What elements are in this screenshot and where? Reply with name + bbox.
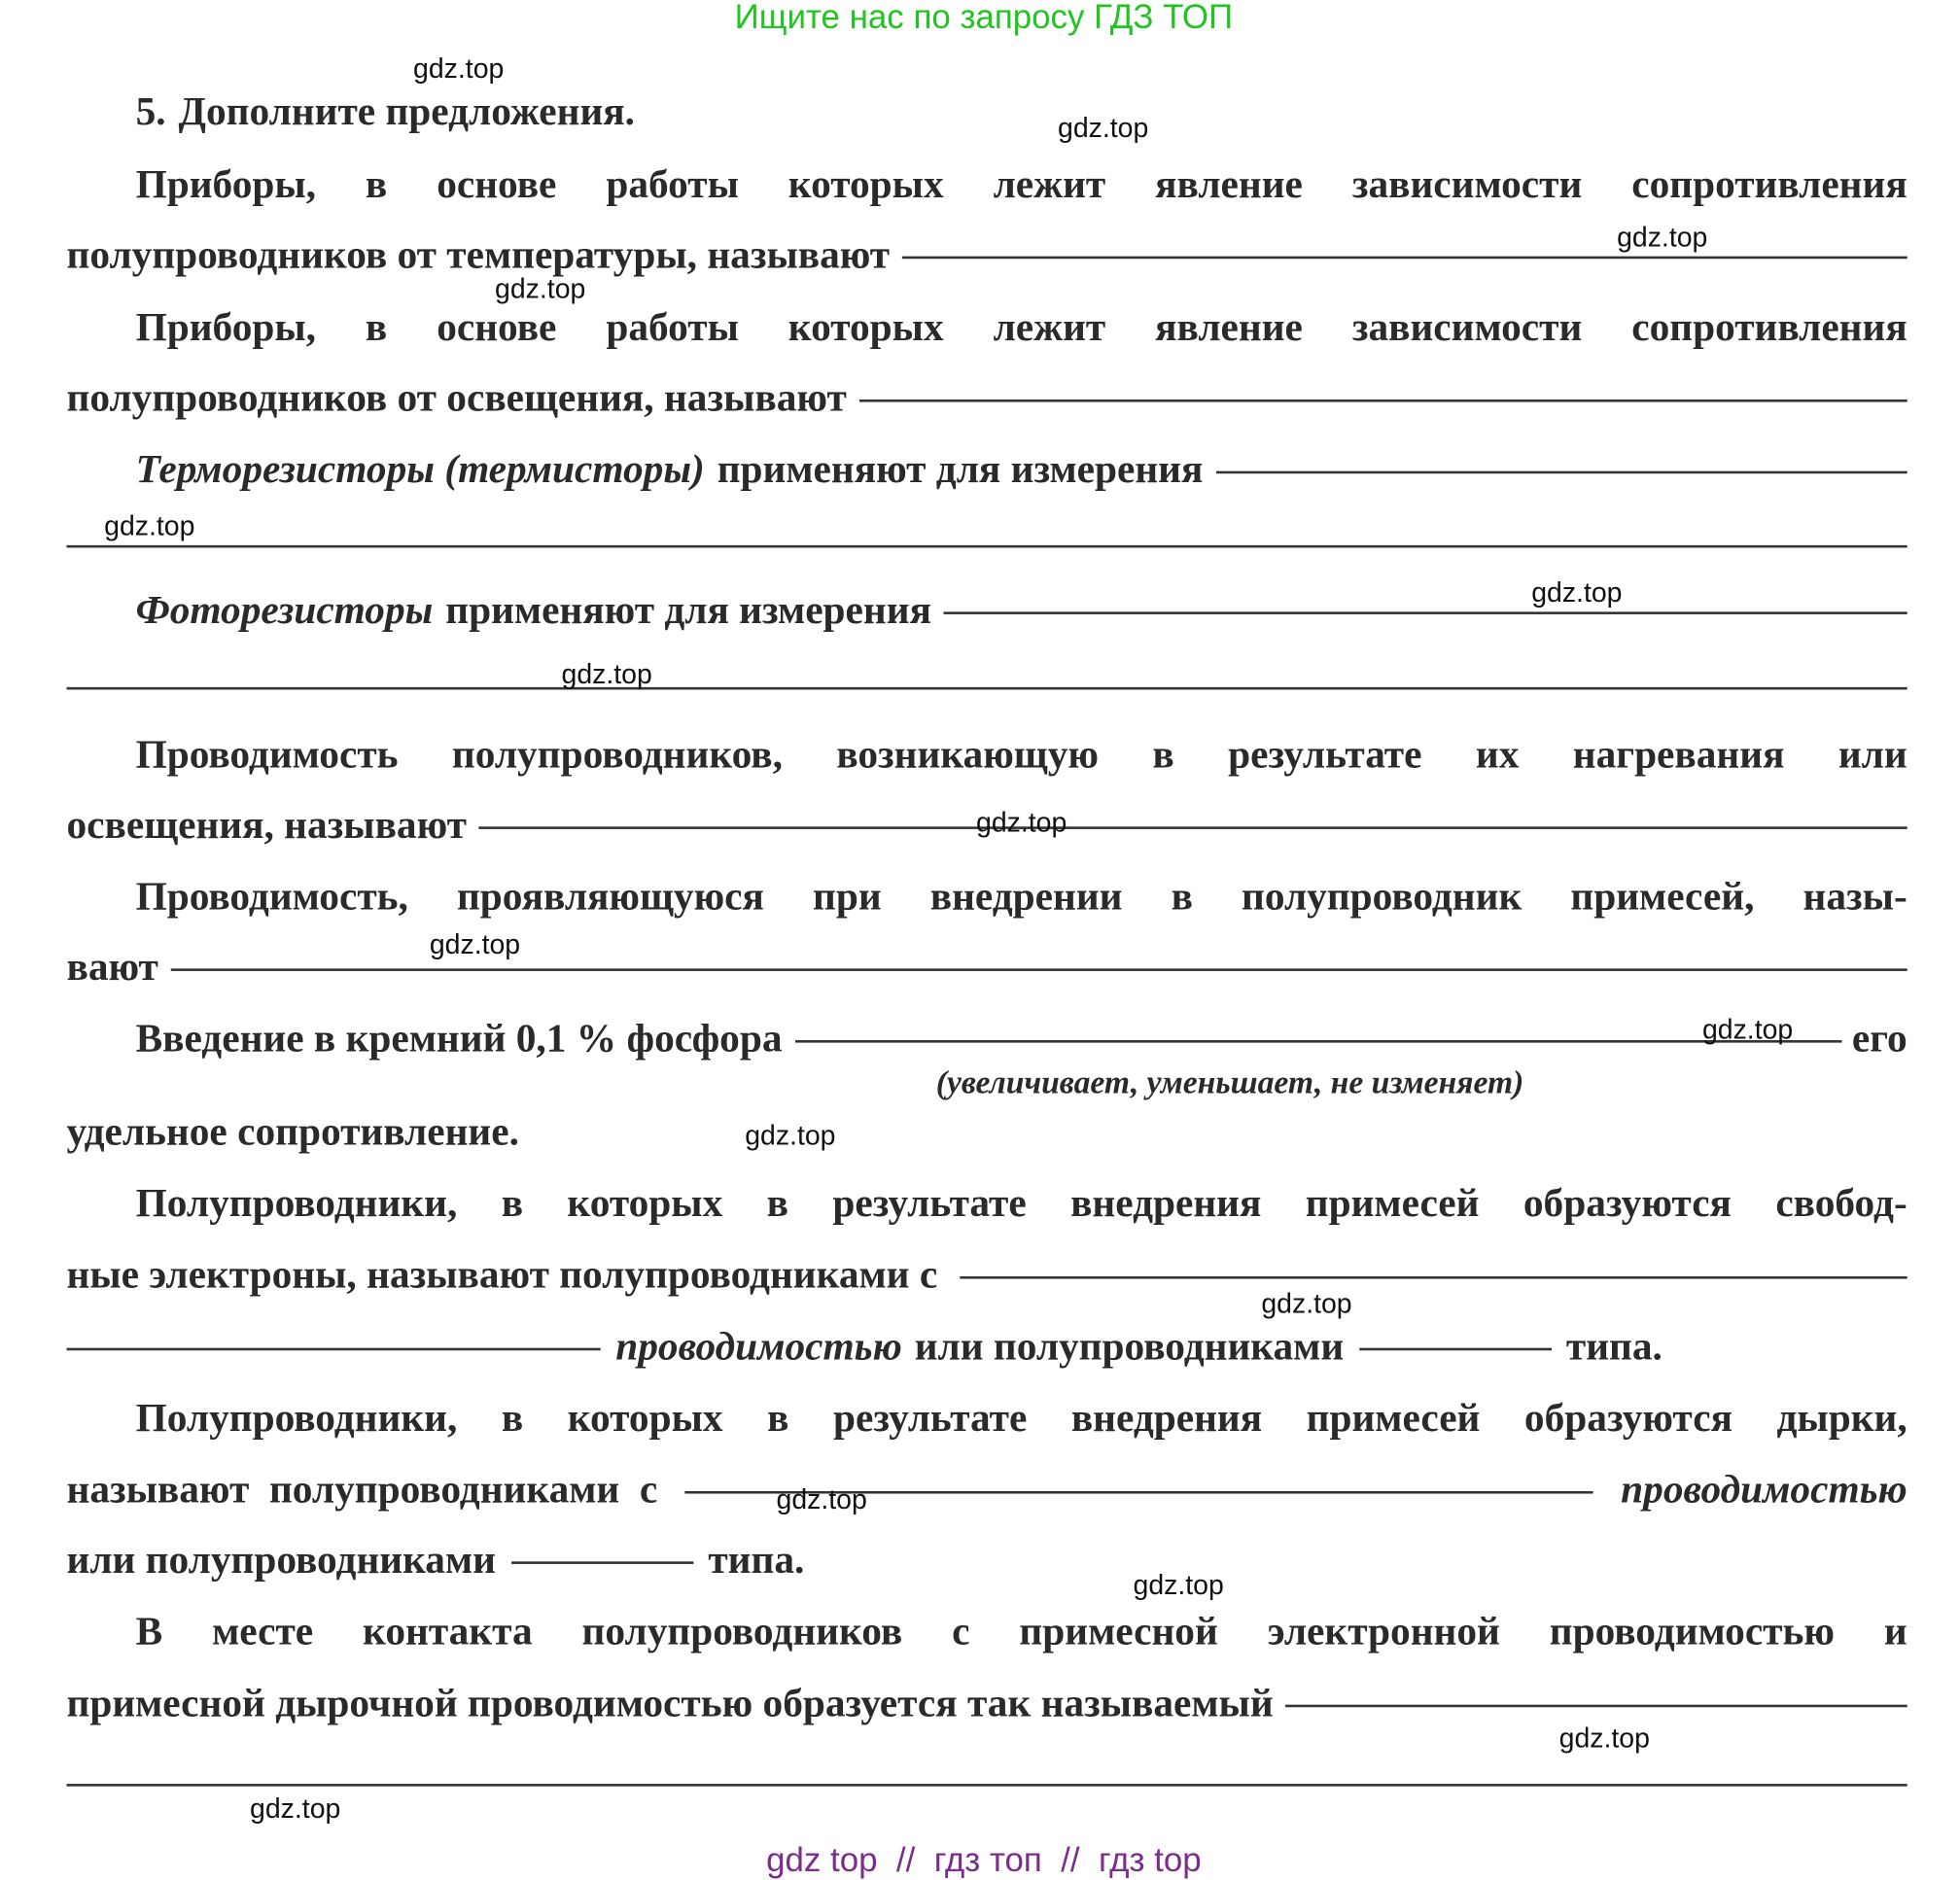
answer-blank[interactable] <box>859 372 1908 402</box>
watermark: gdz.top <box>745 1119 836 1151</box>
sentence-line <box>136 584 1908 635</box>
watermark: gdz.top <box>1531 576 1623 609</box>
answer-blank[interactable] <box>960 1249 1907 1279</box>
footer-links: gdz top // гдз топ // гдз top <box>766 1840 1202 1879</box>
sentence-line <box>136 1013 1908 1063</box>
sentence-text: применяют для измерения <box>445 586 931 633</box>
sentence-line <box>136 443 1908 494</box>
watermark: gdz.top <box>104 509 195 541</box>
sentence-text: полупроводников от температуры, называют <box>66 230 891 277</box>
watermark: gdz.top <box>1617 221 1708 253</box>
answer-blank[interactable] <box>479 799 1908 829</box>
sentence-line: Приборы, в основе работы которых лежит явление зависимости сопротивления <box>135 160 1908 206</box>
task-number: 5. <box>135 87 166 133</box>
sentence-line <box>66 1677 1907 1727</box>
sentence-line: Полупроводники, в которых в результате внедрения примесей образуются свобод- <box>135 1179 1908 1225</box>
sentence-line: Проводимость, проявляющуюся при внедрении в полупроводник примесей, назы- <box>135 873 1908 919</box>
sentence-line <box>66 1320 1662 1371</box>
sentence-line: В месте контакта полупроводников с примесной электронной проводимостью и <box>135 1608 1908 1654</box>
watermark: gdz.top <box>413 52 505 85</box>
answer-options-hint: (увеличивает, уменьшает, не изменяет) <box>935 1063 1524 1101</box>
answer-blank[interactable] <box>1286 1677 1908 1707</box>
sentence-line <box>66 517 1907 568</box>
task-heading <box>136 86 635 136</box>
sentence-line: удельное сопротивление. <box>66 1107 519 1154</box>
sentence-line <box>66 372 1907 423</box>
watermark: gdz.top <box>776 1483 867 1515</box>
search-hint-banner: Ищите нас по запросу ГДЗ ТОП <box>734 0 1234 36</box>
answer-blank[interactable] <box>510 1534 692 1564</box>
sentence-line <box>66 1757 1907 1807</box>
watermark: gdz.top <box>250 1793 341 1825</box>
answer-blank[interactable] <box>794 1013 1841 1043</box>
sentence-line: Проводимость полупроводников, возникающую в результате их нагревания или <box>135 731 1908 777</box>
sentence-text: ные электроны, называют полупроводниками с <box>66 1251 938 1297</box>
sentence-text: или полупроводниками <box>66 1536 496 1583</box>
term-italic: проводимостью <box>1621 1466 1908 1512</box>
answer-blank[interactable] <box>66 517 1907 547</box>
sentence-text: или полупроводниками <box>914 1322 1345 1369</box>
watermark: gdz.top <box>495 272 586 304</box>
sentence-text: применяют для измерения <box>717 445 1204 492</box>
answer-blank[interactable] <box>66 659 1907 689</box>
sentence-text: вают <box>66 943 158 990</box>
sentence-text: типа. <box>1565 1322 1662 1369</box>
sentence-line <box>66 1249 1907 1300</box>
watermark: gdz.top <box>1558 1722 1650 1755</box>
sentence-text: Введение в кремний 0,1 % фосфора <box>135 1015 783 1061</box>
watermark: gdz.top <box>1133 1569 1224 1601</box>
sentence-text: освещения, называют <box>66 801 467 848</box>
watermark: gdz.top <box>429 928 521 960</box>
sentence-text: полупроводников от освещения, называют <box>66 374 847 420</box>
sentence-line <box>66 659 1907 710</box>
sentence-line <box>66 1464 1907 1514</box>
sentence-line: Приборы, в основе работы которых лежит явление зависимости сопротивления <box>135 303 1908 350</box>
answer-blank[interactable] <box>1359 1320 1552 1350</box>
term-italic: Фоторезисторы <box>135 586 434 633</box>
answer-blank[interactable] <box>1215 443 1907 473</box>
watermark: gdz.top <box>976 806 1068 838</box>
term-italic: проводимостью <box>615 1322 902 1369</box>
sentence-line <box>66 941 1907 992</box>
answer-blank[interactable] <box>944 584 1908 614</box>
answer-blank[interactable] <box>902 228 1908 259</box>
sentence-text: его <box>1851 1015 1908 1061</box>
sentence-text: типа. <box>708 1536 805 1583</box>
watermark: gdz.top <box>561 658 652 690</box>
sentence-line <box>66 1534 804 1584</box>
watermark: gdz.top <box>1058 112 1149 144</box>
sentence-text: называют полупроводниками с <box>66 1466 658 1512</box>
answer-blank[interactable] <box>66 1320 600 1350</box>
task-title: Дополните предложения. <box>178 87 636 133</box>
answer-blank[interactable] <box>66 1757 1907 1787</box>
watermark: gdz.top <box>1701 1013 1794 1046</box>
watermark: gdz.top <box>1261 1287 1352 1319</box>
term-italic: Терморезисторы (термисторы) <box>135 445 705 492</box>
sentence-line: Полупроводники, в которых в результате внедрения примесей образуются дырки, <box>135 1394 1908 1440</box>
sentence-text: примесной дырочной проводимостью образуется так называемый <box>66 1679 1274 1725</box>
